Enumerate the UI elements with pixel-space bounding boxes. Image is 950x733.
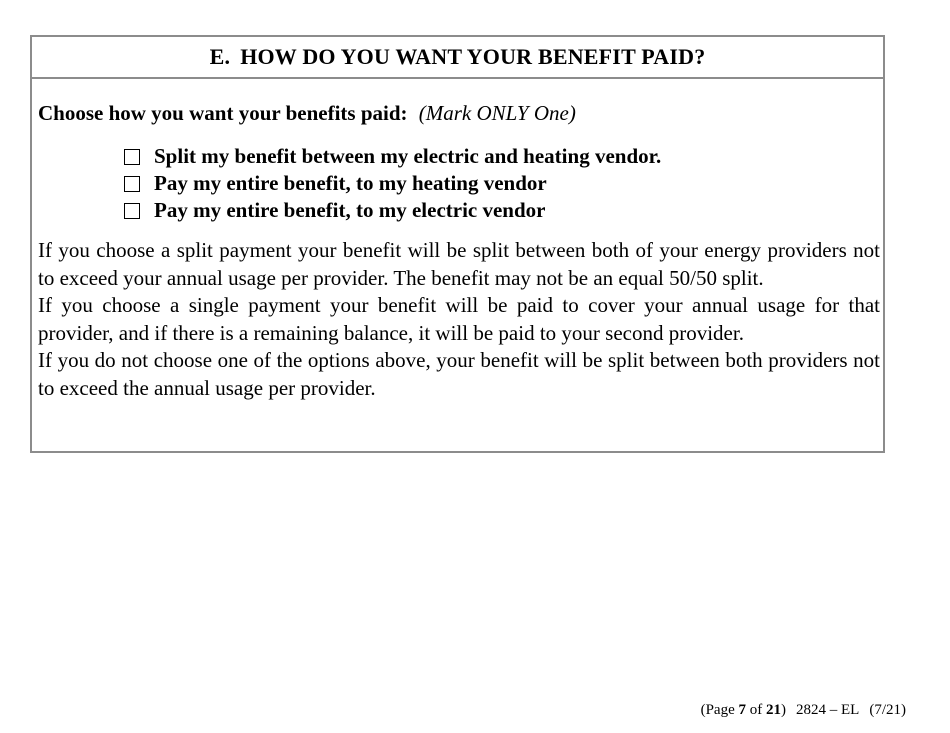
split-benefit-checkbox[interactable] bbox=[124, 149, 140, 165]
option-electric-vendor[interactable] bbox=[124, 197, 661, 224]
heating-vendor-checkbox[interactable] bbox=[124, 176, 140, 192]
payment-explanation bbox=[38, 237, 880, 402]
option-label: Split my benefit between my electric and heating vendor. bbox=[154, 144, 662, 168]
form-date: (7/21) bbox=[869, 702, 906, 718]
payment-options bbox=[124, 143, 661, 224]
payment-instruction bbox=[38, 101, 576, 126]
section-letter: E. bbox=[209, 44, 231, 69]
page-total: 21 bbox=[766, 702, 781, 718]
option-split-benefit[interactable] bbox=[124, 143, 661, 170]
section-title: HOW DO YOU WANT YOUR BENEFIT PAID? bbox=[240, 44, 706, 69]
single-payment-paragraph: If you choose a single payment your benefit will be paid to cover your annual usage for that provider, and if there is a remaining balance, it will be paid to your second provider. bbox=[38, 293, 880, 345]
benefit-payment-section bbox=[30, 35, 885, 453]
default-payment-paragraph: If you do not choose one of the options above, your benefit will be split between both providers not to exceed the annual usage per provider. bbox=[38, 348, 880, 400]
option-label: Pay my entire benefit, to my electric vendor bbox=[154, 198, 546, 222]
page-prefix: (Page bbox=[700, 702, 739, 718]
form-code: 2824 – EL bbox=[796, 702, 860, 718]
option-heating-vendor[interactable] bbox=[124, 170, 661, 197]
instruction-label: Choose how you want your benefits paid: bbox=[38, 101, 408, 125]
page-suffix: ) bbox=[781, 702, 786, 718]
page-current: 7 bbox=[738, 702, 746, 718]
split-payment-paragraph: If you choose a split payment your benefit will be split between both of your energy providers not to exceed your annual usage per provider. The benefit may not be an equal 50/50 split. bbox=[38, 238, 880, 290]
option-label: Pay my entire benefit, to my heating vendor bbox=[154, 171, 547, 195]
section-header bbox=[32, 37, 883, 79]
electric-vendor-checkbox[interactable] bbox=[124, 203, 140, 219]
page-of: of bbox=[746, 702, 766, 718]
page-footer bbox=[701, 702, 906, 719]
instruction-hint: (Mark ONLY One) bbox=[418, 101, 576, 125]
